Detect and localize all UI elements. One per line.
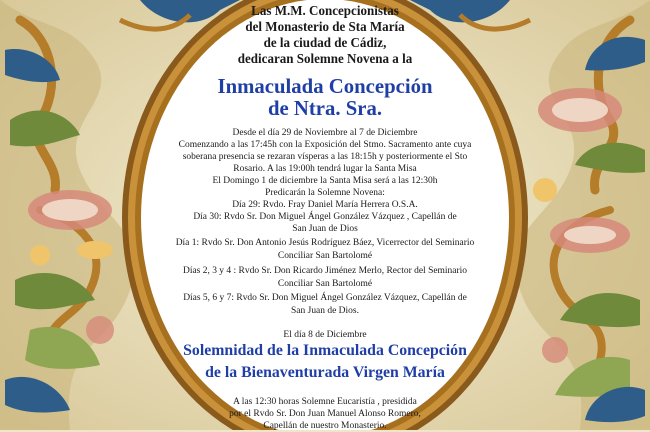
main-title: Inmaculada Concepción — [217, 74, 433, 98]
schedule-line: Conciliar San Bartolomé — [277, 278, 373, 289]
schedule-line: Día 30: Rvdo Sr. Don Miguel Ángel González Vázquez , Capellán de — [193, 211, 457, 222]
feast-detail-line: A las 12:30 horas Solemne Eucaristía , presidida — [233, 396, 417, 407]
schedule-line: Rosario. A las 19:00h tendrá lugar la Santa Misa — [233, 163, 417, 174]
header-line: dedicaran Solemne Novena a la — [237, 51, 413, 66]
feast-detail-line: por el Rvdo Sr. Don Juan Manuel Alonso Romero, — [229, 408, 421, 419]
main-title-subline: de Ntra. Sra. — [267, 96, 383, 120]
feast-detail-line: Capellán de nuestro Monasterio. — [263, 420, 387, 431]
feast-date: El día 8 de Diciembre — [283, 329, 367, 340]
feast-title: Solemnidad de la Inmaculada Concepción — [183, 342, 467, 359]
feast-title-subline: de la Bienaventurada Virgen María — [205, 364, 445, 381]
header-line: Las M.M. Concepcionistas — [251, 3, 399, 18]
schedule-line: Día 1: Rvdo Sr. Don Antonio Jesús Rodríguez Báez, Vicerrector del Seminario — [175, 237, 475, 248]
schedule-line: Conciliar San Bartolomé — [277, 250, 373, 261]
header-line: del Monasterio de Sta María — [245, 19, 405, 34]
schedule-line: Comenzando a las 17:45h con la Exposición del Stmo. Sacramento ante cuya — [178, 139, 472, 150]
schedule-line: Día 29: Rvdo. Fray Daniel María Herrera O.S.A. — [232, 199, 418, 210]
schedule-line: Días 2, 3 y 4 : Rvdo Sr. Don Ricardo Jiménez Merlo, Rector del Seminario — [182, 265, 468, 276]
schedule-line: San Juan de Dios. — [291, 305, 359, 316]
novena-text-panel — [163, 0, 487, 430]
schedule-line: soberana presencia se rezaran vísperas a las 18:15h y posteriormente el Sto — [182, 151, 468, 162]
schedule-line: San Juan de Dios — [292, 223, 358, 234]
header-line: de la ciudad de Cádiz, — [263, 35, 387, 50]
schedule-line: Predicarán la Solemne Novena: — [265, 187, 385, 198]
schedule-line: Desde el día 29 de Noviembre al 7 de Diciembre — [232, 127, 418, 138]
schedule-line: El Domingo 1 de diciembre la Santa Misa será a las 12:30h — [212, 175, 438, 186]
schedule-line: Días 5, 6 y 7: Rvdo Sr. Don Miguel Ángel González Vázquez, Capellán de — [183, 292, 467, 303]
